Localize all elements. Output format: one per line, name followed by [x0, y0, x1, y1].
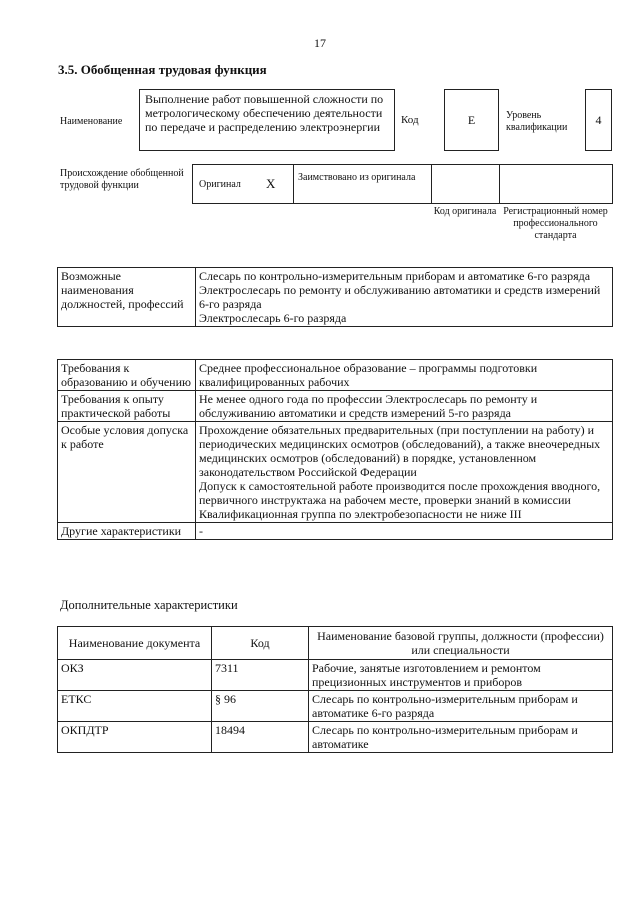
table-row — [58, 523, 613, 540]
document-cell: ОКПДТР — [58, 722, 212, 753]
code-cell: § 96 — [212, 691, 309, 722]
code-value: E — [467, 113, 476, 127]
requirement-value — [196, 523, 613, 540]
requirements-table — [57, 359, 613, 540]
code-label: Код — [401, 114, 419, 126]
positions-table — [57, 267, 613, 327]
page-number: 17 — [314, 36, 326, 50]
group-name-cell: Рабочие, занятые изготовлением и ремонтом прецизионных инструментов и приборов — [309, 660, 613, 691]
table-header-row — [58, 627, 613, 660]
origin-divider — [431, 164, 432, 204]
document-cell: ОКЗ — [58, 660, 212, 691]
position-item: Электрослесарь по ремонту и обслуживанию автоматики и средств измерений 6-го разряда — [199, 283, 601, 311]
position-item: Электрослесарь 6-го разряда — [199, 311, 347, 325]
code-cell: 7311 — [212, 660, 309, 691]
table-row — [58, 691, 613, 722]
origin-divider — [499, 164, 500, 204]
table-row — [58, 722, 613, 753]
table-row — [58, 391, 613, 422]
column-header: Код — [212, 627, 309, 660]
requirement-line: Прохождение обязательных предварительных (при поступлении на работу) и периодических медицинских осмотров (обследований), а также внеочередных медицинских осмотров (обследований) в порядке, установленном законодательством Российской Федерации — [199, 423, 601, 479]
additional-table — [57, 626, 613, 753]
level-label: Уровень квалификации — [506, 110, 568, 133]
requirement-line: Квалификационная группа по электробезопасности не ниже III — [199, 507, 522, 521]
original-label: Оригинал — [199, 179, 241, 190]
column-header: Наименование документа — [58, 627, 212, 660]
name-label: Наименование — [60, 116, 123, 127]
table-row — [58, 660, 613, 691]
position-item: Слесарь по контрольно-измерительным приборам и автоматике 6-го разряда — [199, 269, 591, 283]
column-header: Наименование базовой группы, должности (профессии) или специальности — [309, 627, 613, 660]
function-name-value: Выполнение работ повышенной сложности по метрологическому обеспечению деятельности по передаче и распределению электроэнергии — [145, 92, 384, 134]
requirement-line: Допуск к самостоятельной работе производится после прохождения вводного, первичного инструктажа на рабочем месте, проверки знаний в комиссии — [199, 479, 601, 507]
origin-divider — [293, 164, 294, 204]
section-title: 3.5. Обобщенная трудовая функция — [58, 62, 267, 77]
level-value: 4 — [595, 113, 602, 127]
requirement-label: Требования к опыту практической работы — [58, 391, 196, 422]
positions-label: Возможные наименования должностей, профессий — [58, 268, 196, 327]
requirement-label: Особые условия допуска к работе — [58, 422, 196, 523]
code-original-caption: Код оригинала — [433, 206, 497, 217]
function-name-box — [139, 89, 395, 151]
positions-values — [196, 268, 613, 327]
table-row — [58, 268, 613, 327]
requirement-value — [196, 391, 613, 422]
original-mark: X — [266, 176, 276, 191]
requirement-label: Другие характеристики — [58, 523, 196, 540]
requirement-label: Требования к образованию и обучению — [58, 360, 196, 391]
borrowed-label: Заимствовано из оригинала — [298, 172, 416, 183]
origin-label: Происхождение обобщенной трудовой функции — [60, 168, 184, 191]
requirement-line: Не менее одного года по профессии Электрослесарь по ремонту и обслуживанию автоматики и средств измерений 5-го разряда — [199, 392, 538, 420]
additional-title: Дополнительные характеристики — [60, 598, 238, 612]
code-value-box — [444, 89, 499, 151]
level-value-box — [585, 89, 612, 151]
table-row — [58, 360, 613, 391]
code-cell: 18494 — [212, 722, 309, 753]
requirement-line: - — [199, 524, 203, 538]
group-name-cell: Слесарь по контрольно-измерительным приборам и автоматике 6-го разряда — [309, 691, 613, 722]
origin-table — [192, 164, 613, 204]
requirement-value — [196, 360, 613, 391]
requirement-line: Среднее профессиональное образование – программы подготовки квалифицированных рабочих — [199, 361, 538, 389]
requirement-value — [196, 422, 613, 523]
registration-number-caption: Регистрационный номер профессионального стандарта — [503, 206, 608, 241]
group-name-cell: Слесарь по контрольно-измерительным приборам и автоматике — [309, 722, 613, 753]
document-cell: ЕТКС — [58, 691, 212, 722]
table-row — [58, 422, 613, 523]
